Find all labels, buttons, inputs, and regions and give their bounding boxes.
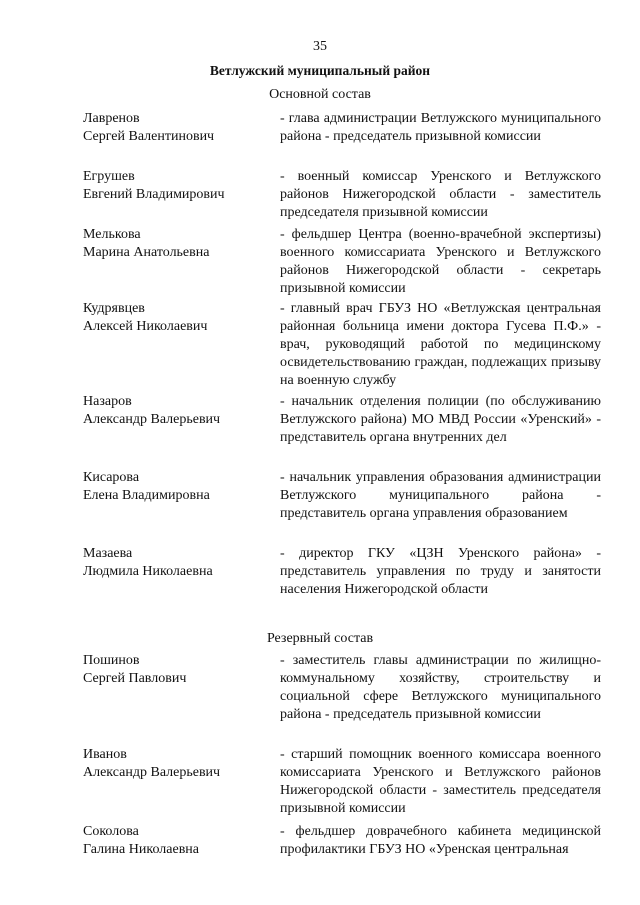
member-given-name: Александр Валерьевич — [83, 412, 221, 427]
section-heading-reserve: Резервный состав — [266, 631, 374, 646]
member-surname: Егрушев — [83, 169, 135, 184]
document-title: Ветлужский муниципальный район — [209, 63, 431, 78]
member-surname: Лавренов — [83, 111, 140, 126]
member-role: - глава администрации Ветлужского муниципального района - председатель призывной комиссии — [280, 111, 601, 144]
member-surname: Соколова — [83, 824, 139, 839]
member-name — [83, 168, 273, 204]
member-name — [83, 652, 273, 688]
member-role: - директор ГКУ «ЦЗН Уренского района» - представитель управления по труду и занятости населения Нижегородской области — [280, 546, 601, 597]
page-number: 35 — [313, 39, 327, 54]
member-surname: Кудрявцев — [83, 301, 145, 316]
member-name — [83, 545, 273, 581]
member-surname: Кисарова — [83, 470, 140, 485]
member-given-name: Людмила Николаевна — [83, 564, 213, 579]
member-given-name: Александр Валерьевич — [83, 765, 221, 780]
member-name — [83, 746, 273, 782]
member-name — [83, 393, 273, 429]
member-given-name: Евгений Владимирович — [83, 187, 225, 202]
member-given-name: Алексей Николаевич — [83, 319, 208, 334]
member-surname: Мазаева — [83, 546, 133, 561]
member-surname: Пошинов — [83, 653, 140, 668]
member-role: - фельдшер Центра (военно-врачебной экспертизы) военного комиссариата Уренского и Ветлужского районов Нижегородской области - секретарь призывной комиссии — [280, 227, 601, 296]
member-role: - начальник отделения полиции (по обслуживанию Ветлужского района) МО МВД России «Уренский» - представитель органа внутренних дел — [280, 394, 601, 445]
member-name — [83, 226, 273, 262]
member-role: - военный комиссар Уренского и Ветлужского районов Нижегородской области - заместитель председателя призывной комиссии — [280, 169, 601, 220]
member-surname: Иванов — [83, 747, 127, 762]
member-name — [83, 469, 273, 505]
member-role: - заместитель главы администрации по жилищно-коммунальному хозяйству, строительству и социальной сфере Ветлужского муниципального района - председатель призывной комиссии — [280, 653, 601, 722]
member-given-name: Елена Владимировна — [83, 488, 210, 503]
member-name — [83, 300, 273, 336]
section-heading-main: Основной состав — [269, 87, 371, 102]
member-surname: Мелькова — [83, 227, 141, 242]
member-given-name: Марина Анатольевна — [83, 245, 210, 260]
member-surname: Назаров — [83, 394, 132, 409]
member-name — [83, 110, 273, 146]
member-role: - старший помощник военного комиссара военного комиссариата Уренского и Ветлужского районов Нижегородской области - заместитель председателя призывной комиссии — [280, 747, 601, 816]
member-given-name: Сергей Валентинович — [83, 129, 215, 144]
member-given-name: Галина Николаевна — [83, 842, 200, 857]
member-given-name: Сергей Павлович — [83, 671, 187, 686]
member-name — [83, 823, 273, 859]
member-role: - фельдшер доврачебного кабинета медицинской профилактики ГБУЗ НО «Уренская центральная — [280, 824, 601, 857]
member-role: - главный врач ГБУЗ НО «Ветлужская центральная районная больница имени доктора Гусева П.Ф.» - врач, руководящий работой по медицинскому освидетельствованию граждан, подлежащих призыву на военную службу — [280, 301, 601, 388]
member-role: - начальник управления образования администрации Ветлужского муниципального района - представитель органа управления образованием — [280, 470, 601, 521]
